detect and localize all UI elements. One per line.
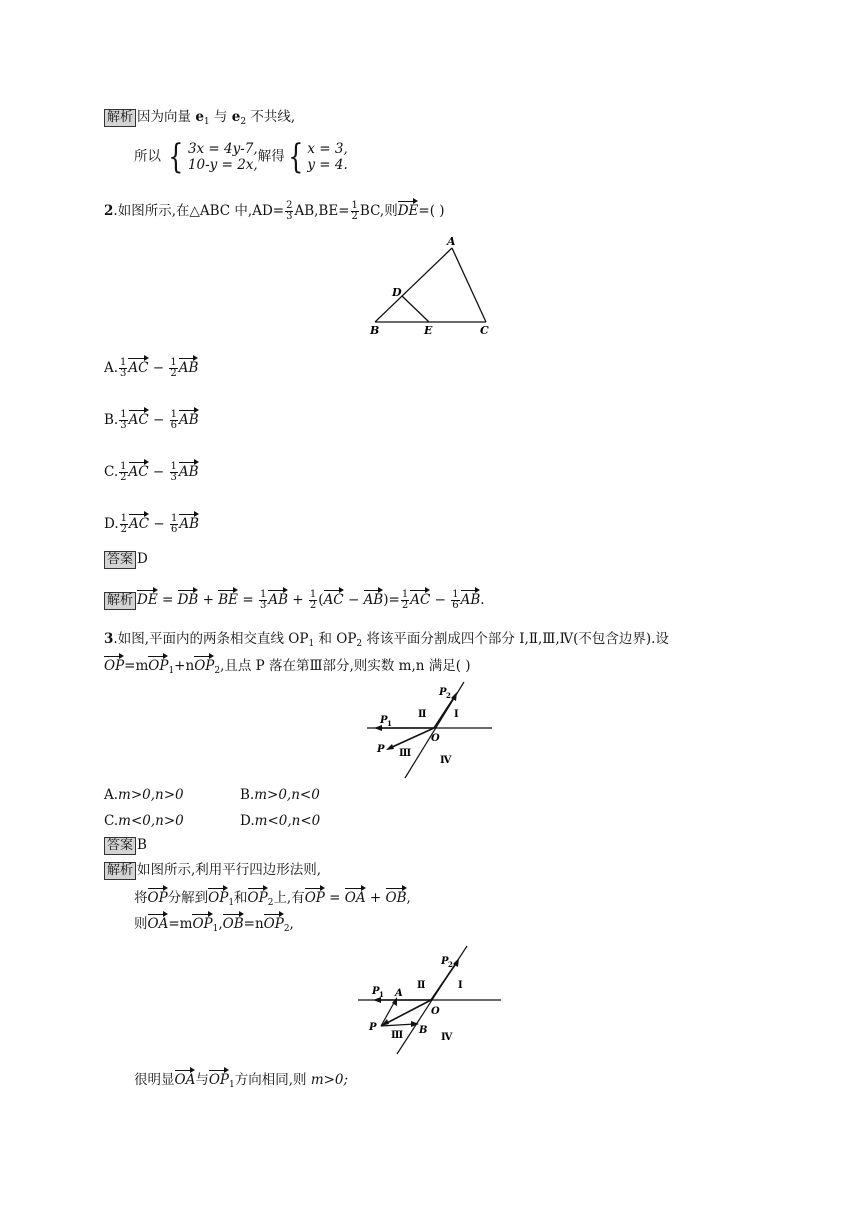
equation-system: { 3x = 4y-7, 10-y = 2x, [168, 137, 258, 177]
label-b: B [370, 324, 380, 337]
option-c: C. $\frac{1}{2}$ AC − $\frac{1}{3}$ AB [104, 461, 199, 483]
label-p1: P [380, 715, 388, 726]
answer-tag: 答案 [104, 551, 136, 569]
region-iii: Ⅲ [399, 748, 412, 759]
analysis-tag: 解析 [104, 109, 136, 127]
q3-option-a: A.m>0,n>0 [104, 787, 184, 803]
q3-option-d: D.m<0,n<0 [240, 813, 321, 829]
parallelogram-figure [355, 944, 505, 1056]
option-b: B. $\frac{1}{3}$ AC − $\frac{1}{6}$ AB [104, 409, 199, 431]
subscript: 1 [203, 117, 210, 127]
text: BC,则 [359, 203, 398, 219]
question-3-line-2: OP=mOP$_1$+nOP$_2$,且点 P 落在第Ⅲ部分,则实数 m,n 满足( ) [104, 654, 471, 680]
result-1: x = 3, [307, 141, 348, 157]
solution-2: 解析 DE = DB + BE = $\frac{1}{3}$ AB + $\frac{1}{2}$ (AC − AB)= $\frac{1}{2}$ AC − $\frac{1}{6}$ AB. [104, 588, 485, 611]
label-p2-sub: 2 [446, 691, 451, 700]
solution-1-line [104, 108, 295, 131]
text: 解得 [257, 148, 285, 165]
equation-1: 3x = 4y-7, [187, 141, 258, 157]
label-a: A [447, 235, 456, 248]
label-p1-sub: 1 [379, 990, 384, 999]
solution-3-line-2: 将OP分解到$OP_1$和$OP_2$上,有OP = OA + OB, [134, 886, 411, 912]
region-iv: Ⅳ [440, 755, 452, 766]
fraction: $\frac{2}{3}$ [286, 200, 293, 222]
label-p1: P [372, 986, 380, 997]
label-c: C [480, 324, 489, 337]
text: .如图所示,在△ABC 中,AD= [113, 203, 285, 219]
label-p2-sub: 2 [448, 960, 453, 969]
question-number: 2 [104, 203, 114, 219]
answer-value: B [137, 837, 147, 853]
question-3-line-1: 3.如图,平面内的两条相交直线 $OP_1$ 和 $OP_2$ 将该平面分割成四个部分 Ⅰ,Ⅱ,Ⅲ,Ⅳ(不包含边界).设 [104, 631, 669, 649]
label-p2: P [439, 687, 447, 698]
label-o: O [431, 733, 440, 744]
text: 不共线, [246, 109, 296, 125]
fraction: $\frac{1}{2}$ [351, 200, 358, 222]
vector-de: DE [398, 199, 419, 217]
label-p1-sub: 1 [387, 719, 392, 728]
equation-system-line [134, 137, 348, 177]
region-i: Ⅰ [454, 709, 459, 720]
vector-e2: e [231, 109, 241, 125]
option-a: A. $\frac{1}{3}$ AC − $\frac{1}{2}$ AB [104, 357, 199, 379]
label-a: A [395, 988, 403, 999]
region-iv: Ⅳ [441, 1032, 453, 1043]
answer-value: D [137, 551, 148, 567]
text: AB,BE= [294, 203, 350, 219]
text: 所以 [134, 148, 161, 165]
equation-2: 10-y = 2x, [187, 157, 258, 173]
solution-3-line-3: 则OA=mOP$_1$,OB=nOP$_2$, [134, 912, 294, 938]
label-d: D [392, 286, 402, 299]
q3-option-c: C.m<0,n>0 [104, 813, 184, 829]
text: =( ) [418, 203, 445, 219]
text: 因为向量 [137, 109, 196, 125]
label-p2: P [441, 956, 449, 967]
q3-option-b: B.m>0,n<0 [240, 787, 320, 803]
analysis-tag: 解析 [104, 862, 136, 880]
label-e: E [424, 324, 433, 337]
intersecting-lines-figure [360, 680, 500, 780]
question-number: 3 [104, 631, 114, 647]
region-ii: Ⅱ [417, 980, 426, 991]
text: 与 [209, 109, 232, 125]
label-p: P [377, 744, 385, 755]
vector-e1: e [195, 109, 204, 125]
question-2 [104, 199, 445, 222]
answer-3 [104, 836, 147, 855]
subscript: 2 [240, 117, 247, 127]
triangle-abc-figure [360, 232, 500, 342]
solution-3-line-4: 很明显OA与$OP_1$方向相同,则 m>0; [134, 1068, 348, 1094]
label-o: O [431, 1006, 440, 1017]
region-iii: Ⅲ [391, 1030, 404, 1041]
analysis-tag: 解析 [104, 592, 136, 610]
label-b: B [419, 1025, 428, 1036]
label-p: P [369, 1022, 377, 1033]
result-2: y = 4. [307, 157, 348, 173]
region-i: Ⅰ [458, 980, 463, 991]
region-ii: Ⅱ [418, 709, 427, 720]
answer-tag: 答案 [104, 837, 136, 855]
answer-2 [104, 550, 148, 569]
solution-3-line-1: 解析 如图所示,利用平行四边形法则, [104, 861, 321, 880]
option-d: D. $\frac{1}{2}$ AC − $\frac{1}{6}$ AB [104, 513, 200, 535]
solution-system: { x = 3, y = 4. [287, 137, 348, 177]
